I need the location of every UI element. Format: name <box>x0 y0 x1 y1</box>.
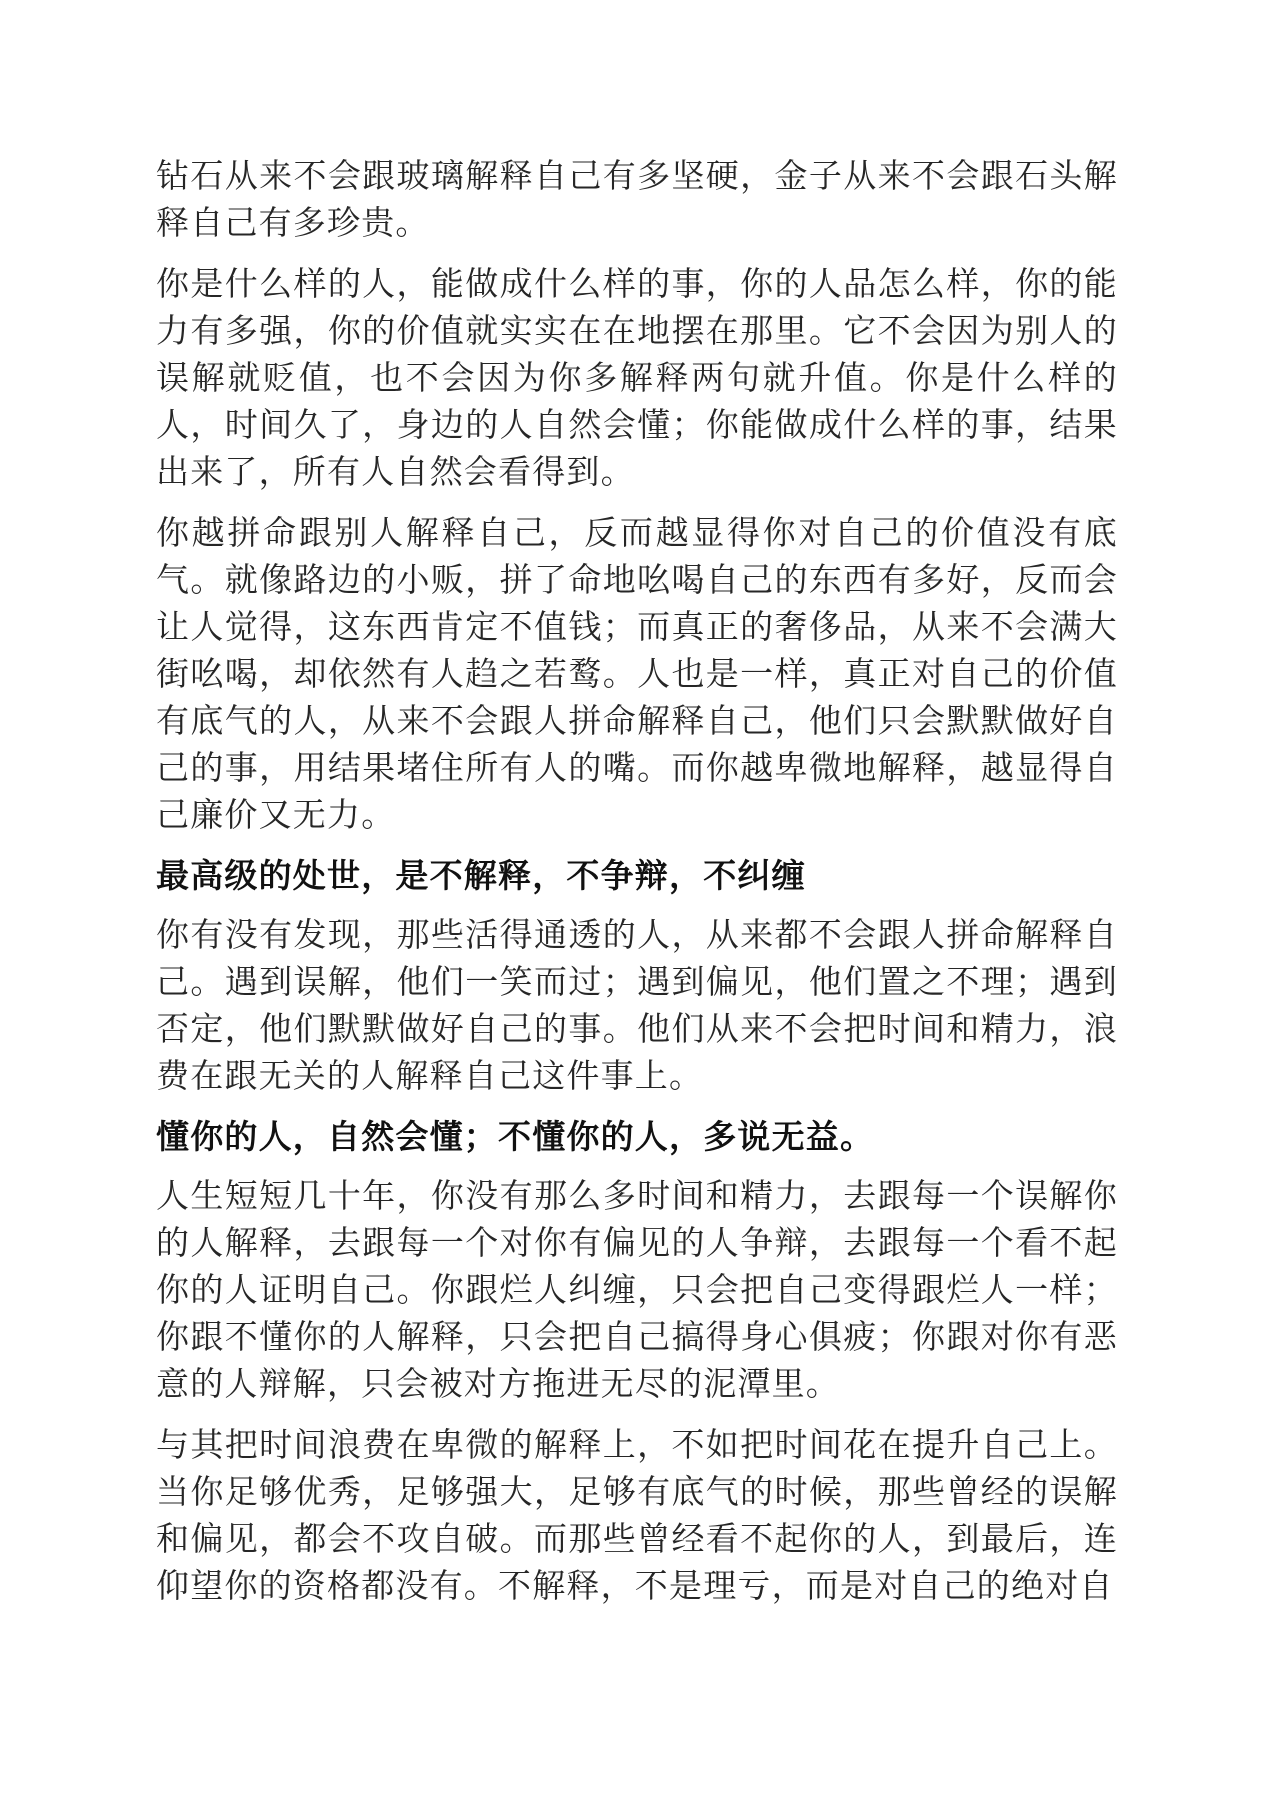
paragraph-2: 你是什么样的人，能做成什么样的事，你的人品怎么样，你的能力有多强，你的价值就实实在在地摆在那里。它不会因为别人的误解就贬值，也不会因为你多解释两句就升值。你是什么样的人，时间久了，身边的人自然会懂；你能做成什么样的事，结果出来了，所有人自然会看得到。 <box>156 264 1118 491</box>
paragraph-5: 人生短短几十年，你没有那么多时间和精力，去跟每一个误解你的人解释，去跟每一个对你有偏见的人争辩，去跟每一个看不起你的人证明自己。你跟烂人纠缠，只会把自己变得跟烂人一样；你跟不懂你的人解释，只会把自己搞得身心俱疲；你跟对你有恶意的人辩解，只会被对方拖进无尽的泥潭里。 <box>156 1176 1118 1403</box>
paragraph-1: 钻石从来不会跟玻璃解释自己有多坚硬，金子从来不会跟石头解释自己有多珍贵。 <box>156 156 1118 242</box>
article-body <box>156 152 1118 1623</box>
section-heading-1: 最高级的处世，是不解释，不争辩，不纠缠 <box>156 856 806 895</box>
paragraph-6: 与其把时间浪费在卑微的解释上，不如把时间花在提升自己上。当你足够优秀，足够强大，足够有底气的时候，那些曾经的误解和偏见，都会不攻自破。而那些曾经看不起你的人，到最后，连仰望你的资格都没有。不解释，不是理亏，而是对自己的绝对自 <box>156 1425 1118 1605</box>
paragraph-3: 你越拼命跟别人解释自己，反而越显得你对自己的价值没有底气。就像路边的小贩，拼了命地吆喝自己的东西有多好，反而会让人觉得，这东西肯定不值钱；而真正的奢侈品，从来不会满大街吆喝，却依然有人趋之若鹜。人也是一样，真正对自己的价值有底气的人，从来不会跟人拼命解释自己，他们只会默默做好自己的事，用结果堵住所有人的嘴。而你越卑微地解释，越显得自己廉价又无力。 <box>156 513 1118 834</box>
section-heading-2: 懂你的人，自然会懂；不懂你的人，多说无益。 <box>156 1117 875 1156</box>
paragraph-4: 你有没有发现，那些活得通透的人，从来都不会跟人拼命解释自己。遇到误解，他们一笑而过；遇到偏见，他们置之不理；遇到否定，他们默默做好自己的事。他们从来不会把时间和精力，浪费在跟无关的人解释自己这件事上。 <box>156 915 1118 1095</box>
